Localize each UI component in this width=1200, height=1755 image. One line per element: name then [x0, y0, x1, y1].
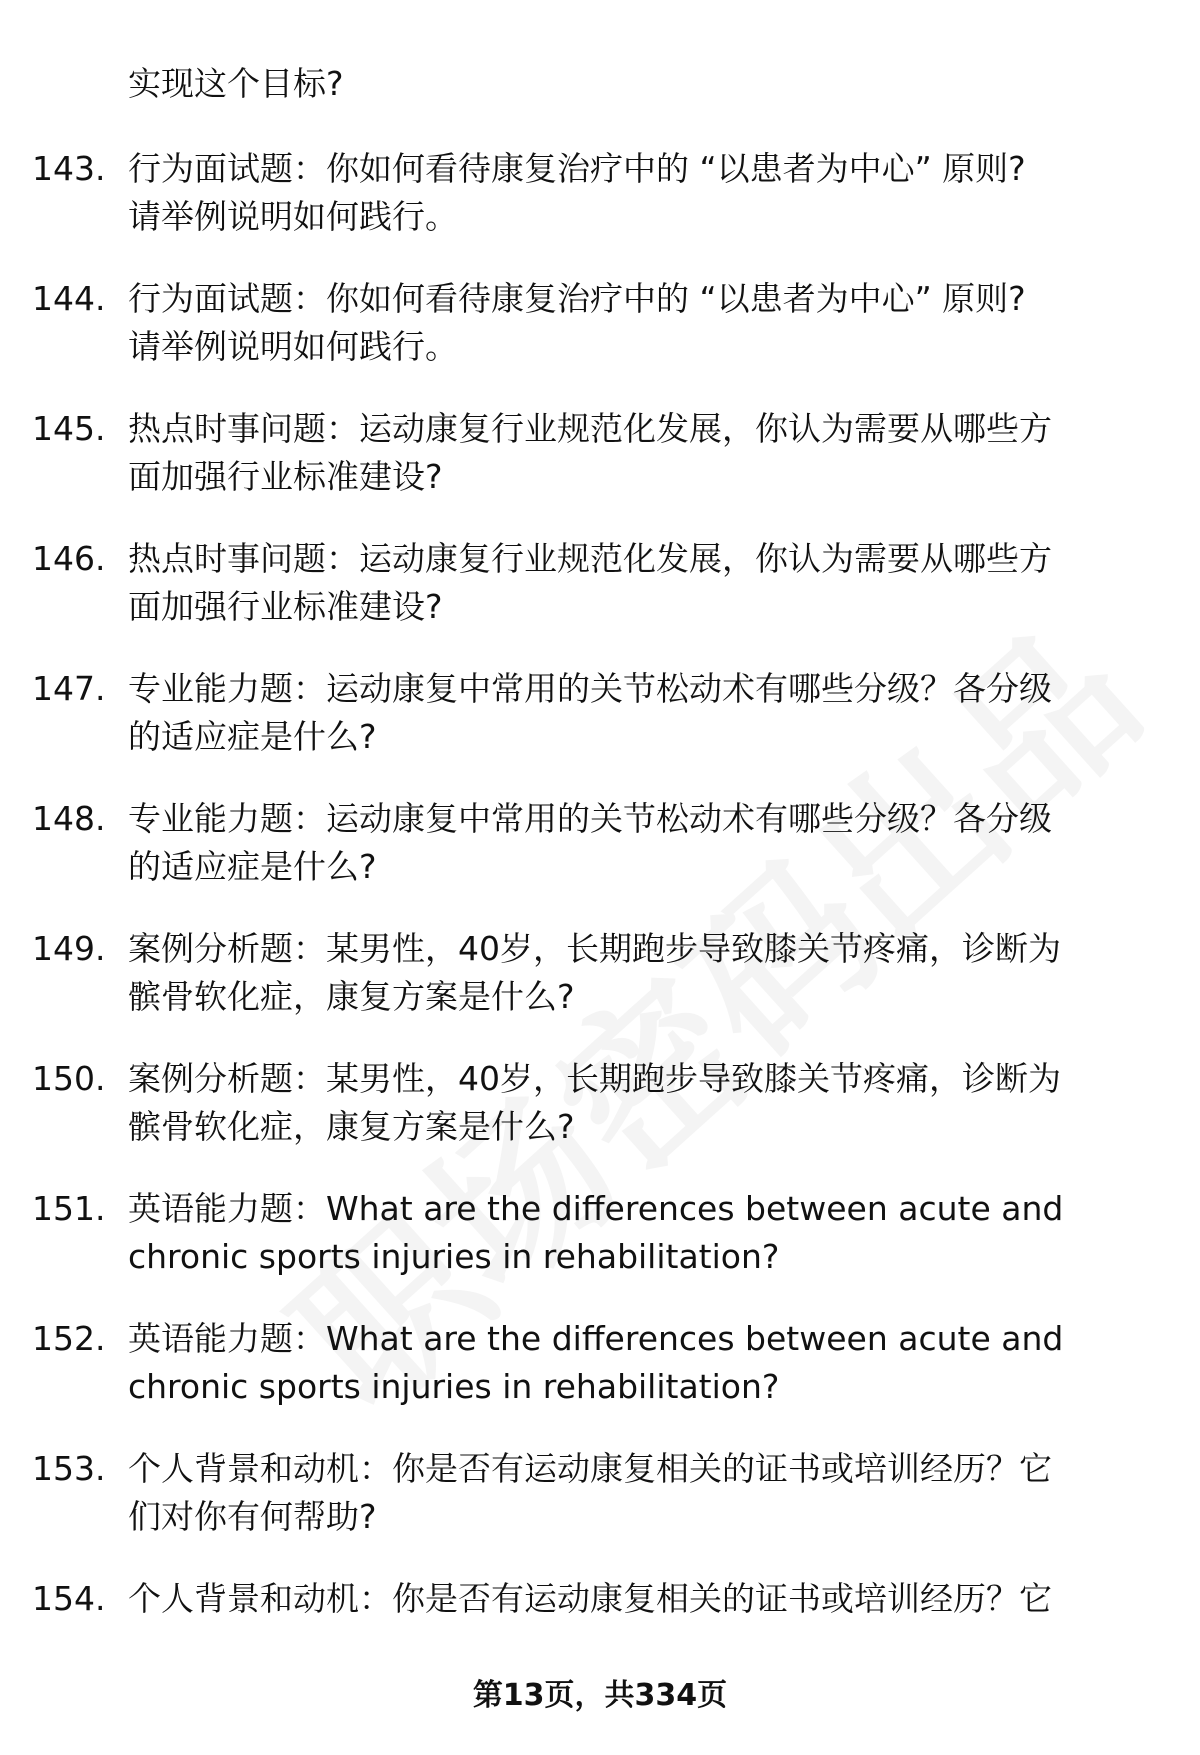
item-text [128, 405, 1168, 501]
item-number: 151. [32, 1189, 106, 1228]
text-line: 专业能力题：运动康复中常用的关节松动术有哪些分级？各分级 [128, 799, 1052, 838]
item-number: 146. [32, 539, 106, 578]
text-line: 面加强行业标准建设? [128, 457, 443, 496]
text-line: 行为面试题：你如何看待康复治疗中的 “以患者为中心” 原则? [128, 279, 1026, 318]
text-line: 热点时事问题：运动康复行业规范化发展，你认为需要从哪些方 [128, 539, 1052, 578]
list-item [0, 795, 1200, 925]
item-text [128, 1055, 1168, 1151]
text-line: 英语能力题：What are the differences between acute and [128, 1189, 1064, 1228]
text-line: 案例分析题：某男性，40岁，长期跑步导致膝关节疼痛，诊断为 [128, 929, 1061, 968]
list-item [0, 405, 1200, 535]
item-number: 143. [32, 149, 106, 188]
text-line: 面加强行业标准建设? [128, 587, 443, 626]
text-line: 专业能力题：运动康复中常用的关节松动术有哪些分级？各分级 [128, 669, 1052, 708]
list-item [0, 145, 1200, 275]
item-text [128, 1445, 1168, 1541]
item-number: 153. [32, 1449, 106, 1488]
text-line: chronic sports injuries in rehabilitation? [128, 1237, 780, 1276]
text-line: 请举例说明如何践行。 [128, 327, 458, 366]
item-text [128, 795, 1168, 891]
text-line: 髌骨软化症，康复方案是什么? [128, 977, 575, 1016]
text-line: 案例分析题：某男性，40岁，长期跑步导致膝关节疼痛，诊断为 [128, 1059, 1061, 1098]
text-line: 英语能力题：What are the differences between acute and [128, 1319, 1064, 1358]
item-number: 154. [32, 1579, 106, 1618]
item-text [128, 145, 1168, 241]
item-number: 145. [32, 409, 106, 448]
item-text [128, 925, 1168, 1021]
item-text [128, 665, 1168, 761]
item-text [128, 535, 1168, 631]
item-number: 150. [32, 1059, 106, 1098]
list-item [0, 665, 1200, 795]
list-item [0, 1315, 1200, 1445]
text-line: 个人背景和动机：你是否有运动康复相关的证书或培训经历？它 [128, 1449, 1052, 1488]
text-line: 的适应症是什么? [128, 847, 377, 886]
text-line: 行为面试题：你如何看待康复治疗中的 “以患者为中心” 原则? [128, 149, 1026, 188]
text-line: 请举例说明如何践行。 [128, 197, 458, 236]
text-line: 热点时事问题：运动康复行业规范化发展，你认为需要从哪些方 [128, 409, 1052, 448]
text-line: chronic sports injuries in rehabilitation? [128, 1367, 780, 1406]
list-item [0, 1055, 1200, 1185]
item-text [128, 275, 1168, 371]
item-number: 148. [32, 799, 106, 838]
list-item [0, 925, 1200, 1055]
list-item [0, 275, 1200, 405]
item-text [128, 1315, 1168, 1411]
text-line: 髌骨软化症，康复方案是什么? [128, 1107, 575, 1146]
item-number: 152. [32, 1319, 106, 1358]
item-text [128, 1575, 1168, 1623]
text-line: 的适应症是什么? [128, 717, 377, 756]
text-line: 们对你有何帮助? [128, 1497, 377, 1536]
item-text [128, 1185, 1168, 1281]
list-item [0, 1445, 1200, 1575]
list-item [0, 535, 1200, 665]
text-line: 个人背景和动机：你是否有运动康复相关的证书或培训经历？它 [128, 1579, 1052, 1618]
continued-line: 实现这个目标? [128, 64, 344, 103]
item-number: 144. [32, 279, 106, 318]
item-number: 149. [32, 929, 106, 968]
page-number: 第13页，共334页 [472, 1678, 728, 1713]
question-list [0, 145, 1200, 1705]
list-item [0, 1185, 1200, 1315]
item-number: 147. [32, 669, 106, 708]
